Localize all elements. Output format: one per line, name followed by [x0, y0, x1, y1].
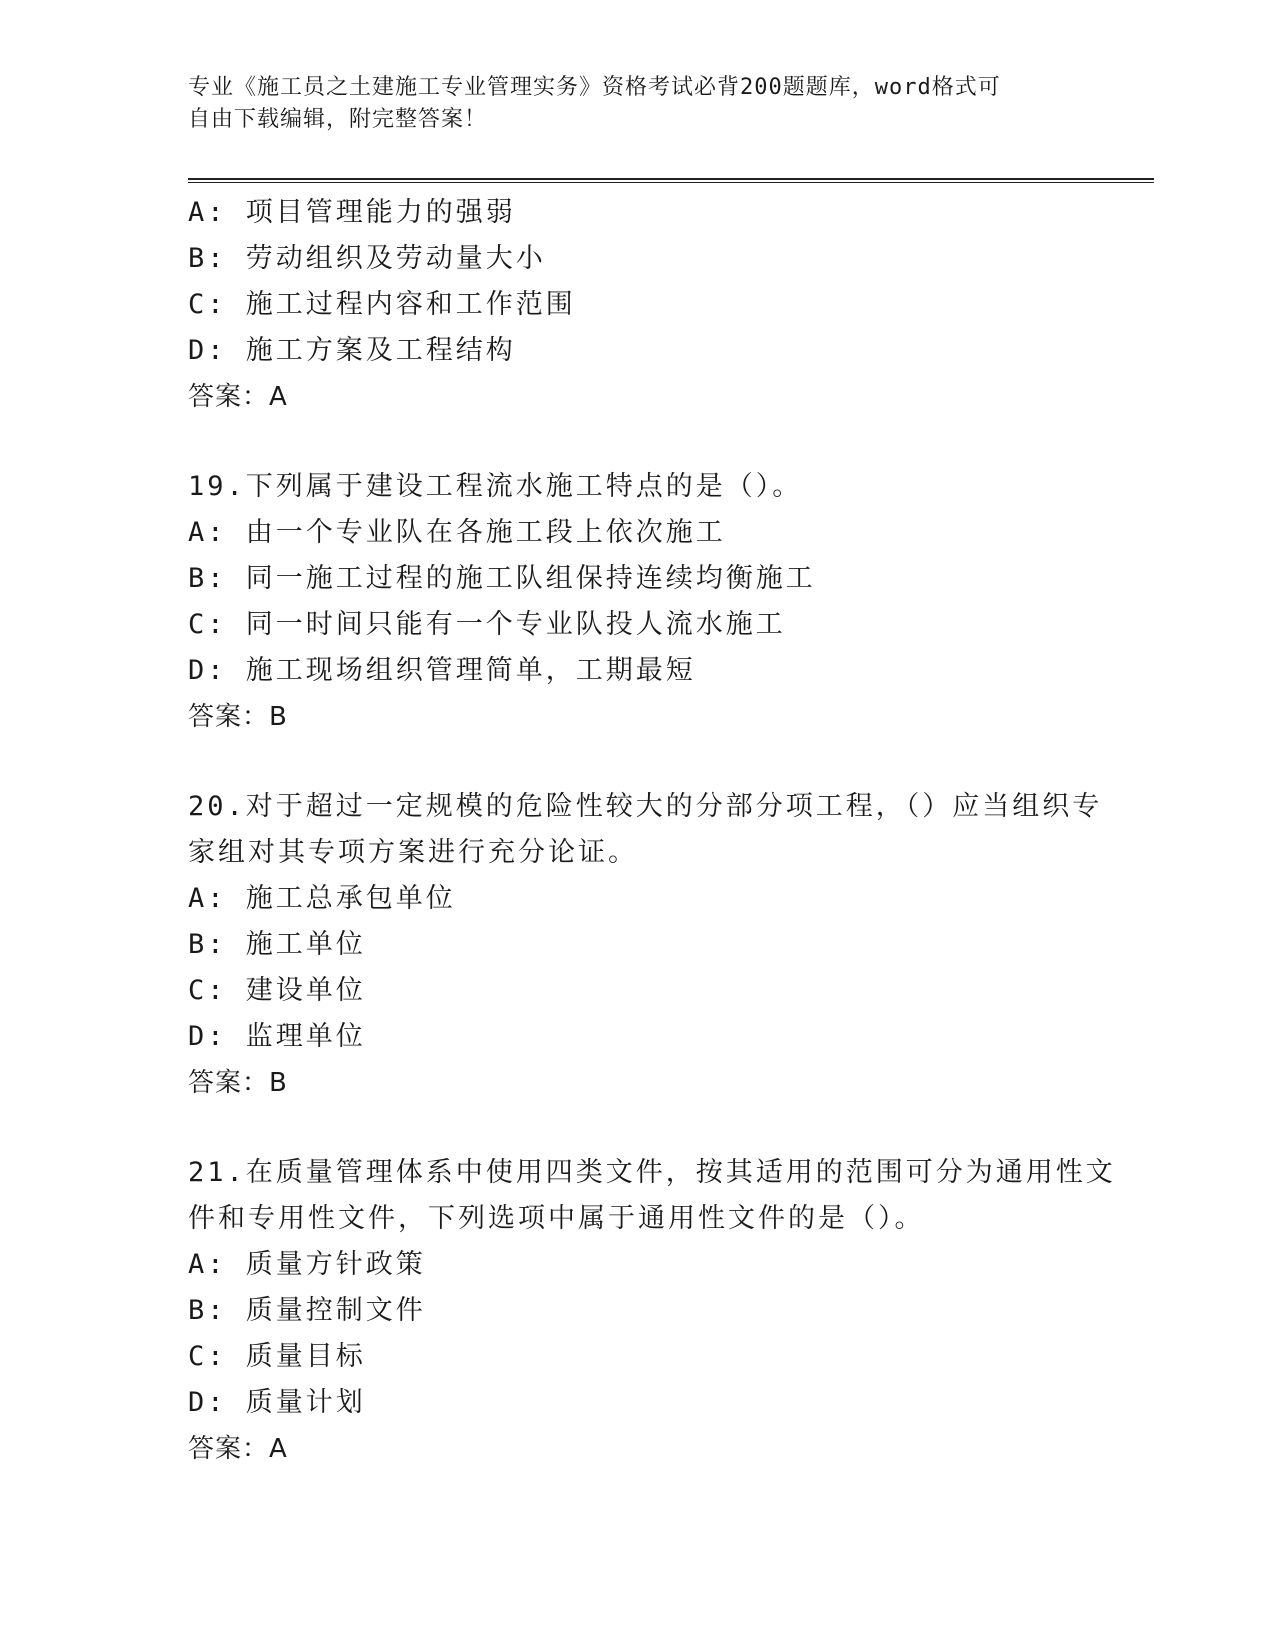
- q19-option-a: A: 由一个专业队在各施工段上依次施工: [188, 517, 726, 548]
- q19-option-b: B: 同一施工过程的施工队组保持连续均衡施工: [188, 563, 816, 594]
- q21-option-d: D: 质量计划: [188, 1387, 366, 1418]
- q20-option-d: D: 监理单位: [188, 1021, 366, 1052]
- question-20-block: [188, 784, 1103, 1106]
- q19-answer: 答案：B: [188, 702, 288, 732]
- q19-option-d: D: 施工现场组织管理简单，工期最短: [188, 655, 696, 686]
- q20-option-c: C: 建设单位: [188, 975, 366, 1006]
- spacer: [188, 740, 1088, 784]
- spacer: [188, 420, 1088, 464]
- question-list: [188, 190, 1116, 1472]
- q18-answer: 答案：A: [188, 382, 288, 412]
- question-18-block: [188, 190, 1088, 420]
- header-divider: [188, 178, 1154, 183]
- q21-option-b: B: 质量控制文件: [188, 1295, 426, 1326]
- q20-option-b: B: 施工单位: [188, 929, 366, 960]
- q21-option-c: C: 质量目标: [188, 1341, 366, 1372]
- document-header: [188, 72, 1068, 136]
- q19-title: 19.下列属于建设工程流水施工特点的是（）。: [188, 471, 803, 502]
- q21-option-a: A: 质量方针政策: [188, 1249, 426, 1280]
- q21-answer: 答案：A: [188, 1434, 288, 1464]
- q21-title-line-2: 件和专用性文件，下列选项中属于通用性文件的是（）。: [188, 1203, 925, 1234]
- question-19-block: [188, 464, 1088, 740]
- q20-answer: 答案：B: [188, 1068, 288, 1098]
- q20-title-line-1: 20.对于超过一定规模的危险性较大的分部分项工程，（）应当组织专: [188, 791, 1103, 822]
- header-text-line-1: 专业《施工员之土建施工专业管理实务》资格考试必背200题题库，word格式可: [188, 75, 1001, 100]
- q20-title-line-2: 家组对其专项方案进行充分论证。: [188, 837, 638, 868]
- header-text-line-2: 自由下载编辑，附完整答案！: [188, 107, 488, 132]
- q19-option-c: C: 同一时间只能有一个专业队投人流水施工: [188, 609, 786, 640]
- q18-option-d: D: 施工方案及工程结构: [188, 335, 516, 366]
- spacer: [188, 1106, 1088, 1150]
- question-21-block: [188, 1150, 1116, 1472]
- q18-option-a: A: 项目管理能力的强弱: [188, 197, 516, 228]
- q18-option-c: C: 施工过程内容和工作范围: [188, 289, 576, 320]
- q20-option-a: A: 施工总承包单位: [188, 883, 456, 914]
- q21-title-line-1: 21.在质量管理体系中使用四类文件，按其适用的范围可分为通用性文: [188, 1157, 1116, 1188]
- q18-option-b: B: 劳动组织及劳动量大小: [188, 243, 546, 274]
